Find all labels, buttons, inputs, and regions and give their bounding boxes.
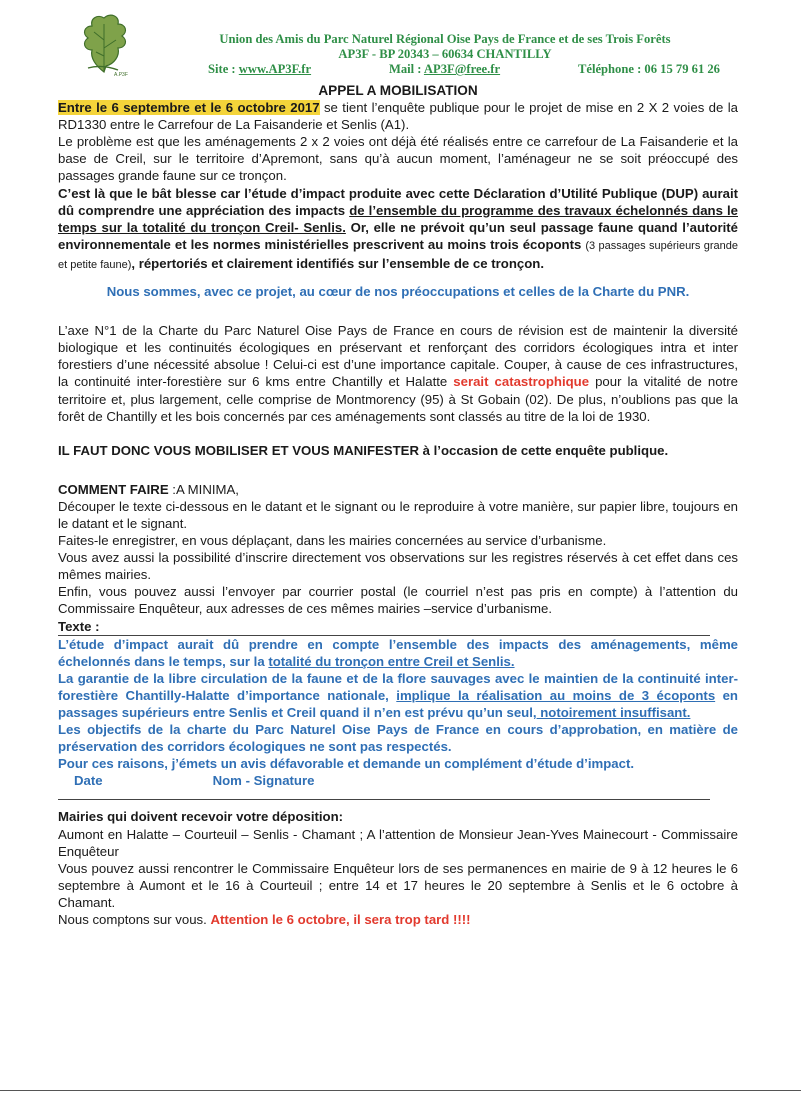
site-link[interactable]: www.AP3F.fr	[238, 62, 312, 76]
oak-leaf-icon	[85, 15, 126, 72]
catastrophique-text: serait catastrophique	[453, 374, 590, 390]
mairies-heading: Mairies qui doivent recevoir votre déposition:	[58, 809, 344, 825]
page-title: APPEL A MOBILISATION	[318, 83, 478, 98]
texte-paragraph-b: La garantie de la libre circulation de la faune et de la flore sauvages avec le maintien de la continuité inter-forestière Chantilly-Halatte d’importance nationale, implique la réalisation au moins de 3 écoponts en passages supérieurs entre Senlis et Creil quand il n’en est prévu qu’un seul, notoirement insuffisant.	[58, 670, 738, 720]
texte-paragraph-a: L’étude d’impact aurait dû prendre en compte l’ensemble des impacts des aménagements, même échelonnés dans le temps, sur la totalité du tronçon entre Creil et Senlis.	[58, 636, 738, 669]
comment-faire-heading: COMMENT FAIRE :A MINIMA,	[58, 481, 239, 497]
mobiliser-paragraph: IL FAUT DONC VOUS MOBILISER ET VOUS MANIFESTER à l’occasion de cette enquête publique.	[58, 442, 669, 458]
sign-label: Nom - Signature	[212, 773, 315, 789]
document-body	[58, 82, 738, 928]
comment-step-4: Enfin, vous pouvez aussi l’envoyer par courrier postal (le courriel n’est pas pris en compte) à l’attention du Commissaire Enquêteur, aux adresses de ces mêmes mairies –service d’urbanisme.	[58, 584, 738, 617]
permanences-paragraph: Vous pouvez aussi rencontrer le Commissaire Enquêteur lors de ses permanences en mairie de 9 à 12 heures le 6 septembre à Aumont et le 16 à Courteuil ; entre 14 et 17 heures le 20 septembre à Senlis et le 6 octobre à Chamant.	[58, 860, 738, 910]
intro-paragraph: Entre le 6 septembre et le 6 octobre 2017 se tient l’enquête publique pour le projet de mise en 2 X 2 voies de la RD1330 entre le Carrefour de La Faisanderie et Senlis (A1).	[58, 100, 738, 133]
pnr-statement: Nous sommes, avec ce projet, au cœur de nos préoccupations et celles de la Charte du PNR.	[106, 284, 690, 300]
header-phone: Téléphone : 06 15 79 61 26	[577, 62, 720, 76]
header-mail: Mail : AP3F@free.fr	[388, 62, 501, 76]
bat-paragraph: C’est là que le bât blesse car l’étude d’impact produite avec cette Déclaration d’Utilité Publique (DUP) aurait dû comprendre une appréciation des impacts de l’ensemble du programme des travaux échelonnés dans le temps sur la totalité du tronçon Creil- Senlis. Or, elle ne prévoit qu’un seul passage faune quand l’autorité environnementale et les normes ministérielles prescrivent au moins trois écoponts (3 passages supérieurs grande et petite faune), répertoriés et clairement identifiés sur l’ensemble de ce tronçon.	[58, 185, 738, 271]
header-address: AP3F - BP 20343 – 60634 CHANTILLY	[338, 47, 552, 61]
closing-line: Nous comptons sur vous. Attention le 6 octobre, il sera trop tard !!!!	[58, 912, 471, 928]
mail-link[interactable]: AP3F@free.fr	[423, 62, 501, 76]
mairies-list: Aumont en Halatte – Courteuil – Senlis - Chamant ; A l’attention de Monsieur Jean-Yves Mainecourt - Commissaire Enquêteur	[58, 826, 738, 859]
comment-step-2: Faites-le enregistrer, en vous déplaçant, dans les mairies concernées au service d’urbanisme.	[58, 533, 607, 549]
warning-text: Attention le 6 octobre, il sera trop tard !!!!	[210, 912, 471, 928]
texte-label: Texte :	[58, 618, 100, 634]
date-label: Date	[74, 773, 103, 789]
texte-paragraph-d: Pour ces raisons, j’émets un avis défavorable et demande un complément d’étude d’impact.	[58, 756, 635, 772]
axe-paragraph: L’axe N°1 de la Charte du Parc Naturel Oise Pays de France en cours de révision est de maintenir la diversité biologique et les continuités écologiques en préservant et renforçant des corridors écologiques intra et inter forestiers d’une nécessité absolue ! Celui-ci est d’une importance capitale. Couper, à cause de ces infrastructures, la continuité inter-forestière sur 6 kms entre Chantilly et Halatte serait catastrophique pour la vitalité de notre territoire et, plus largement, celle comprise de Montmorency (95) à St Gobain (02). De plus, n’oublions pas que la forêt de Chantilly et les bois concernés par ces aménagements sont classés au titre de la loi de 1930.	[58, 323, 738, 424]
comment-step-1: Découper le texte ci-dessous en le datant et le signant ou le reproduire à votre manière, sur papier libre, toujours en le datant et le signant.	[58, 498, 738, 531]
intro-dates: Entre le 6 septembre et le 6 octobre 2017	[58, 100, 320, 116]
ap3f-oak-leaf-logo	[74, 10, 132, 78]
logo-caption: A.P3F	[114, 72, 128, 78]
comment-step-3: Vous avez aussi la possibilité d’inscrire directement vos observations sur les registres réservés à cet effet dans ces mêmes mairies.	[58, 550, 738, 583]
header-org-name: Union des Amis du Parc Naturel Régional Oise Pays de France et de ses Trois Forêts	[219, 32, 671, 46]
texte-paragraph-c: Les objectifs de la charte du Parc Naturel Oise Pays de France en cours d’approbation, en matière de préservation des corridors écologiques ne sont pas respectés.	[58, 722, 738, 755]
header-site: Site : www.AP3F.fr	[208, 62, 312, 76]
signature-row	[58, 772, 738, 789]
header	[150, 32, 740, 77]
probleme-paragraph: Le problème est que les aménagements 2 x 2 voies ont déjà été réalisés entre ce carrefour de La Faisanderie et la base de Creil, sur le territoire d’Apremont, sans qu’à aucun moment, l’aménageur ne se soit préoccupé des passages grande faune sur ce tronçon.	[58, 134, 738, 184]
page-bottom-edge	[0, 1090, 801, 1091]
